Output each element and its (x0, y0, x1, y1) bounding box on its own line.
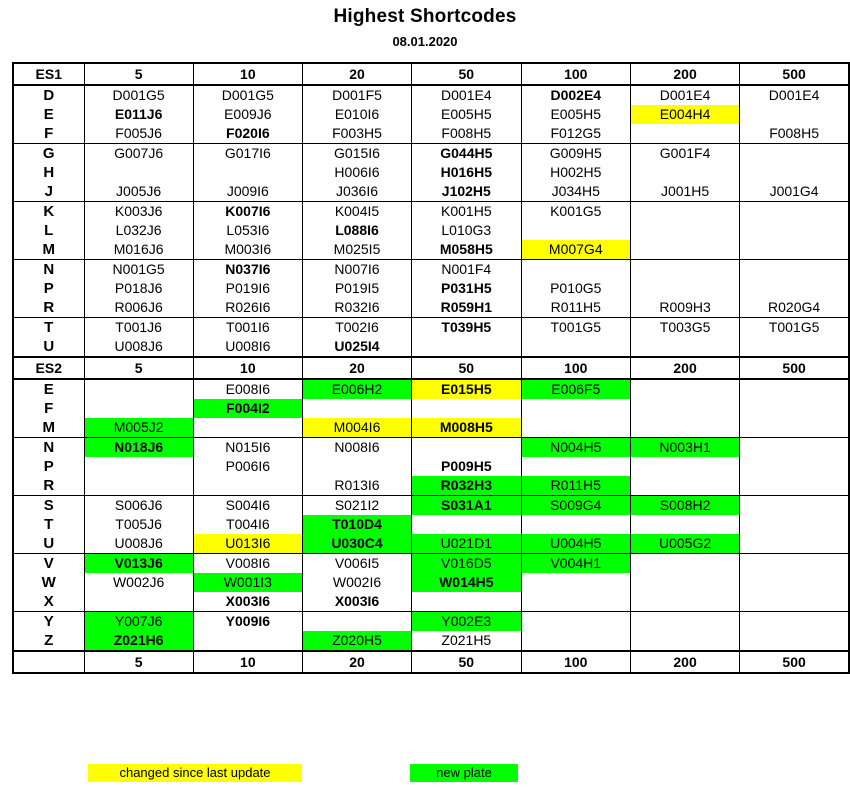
shortcode-cell: N007I6 (302, 260, 411, 280)
shortcode-cell: M007G4 (521, 240, 630, 260)
shortcode-cell: P009H5 (412, 457, 522, 476)
shortcode-cell (521, 221, 630, 240)
shortcode-cell: T001G5 (521, 318, 630, 338)
shortcode-cell (740, 496, 849, 516)
column-footer: 500 (740, 651, 849, 673)
shortcode-cell (740, 279, 849, 298)
shortcode-cell (630, 163, 739, 182)
table-row (13, 85, 849, 105)
shortcode-cell: U025I4 (302, 337, 411, 357)
shortcode-cell: L088I6 (302, 221, 411, 240)
column-header: 20 (302, 357, 411, 379)
shortcode-cell: P010G5 (521, 279, 630, 298)
shortcode-cell: Z020H5 (302, 631, 411, 651)
row-letter: F (44, 125, 54, 142)
shortcodes-table (12, 62, 850, 674)
shortcode-cell: W001I3 (193, 573, 302, 592)
shortcode-cell: U008J6 (84, 534, 193, 554)
shortcode-cell (302, 399, 411, 418)
shortcode-cell (630, 515, 739, 534)
shortcode-cell: N001F4 (412, 260, 522, 280)
section-label: ES1 (13, 63, 84, 85)
shortcode-cell: E015H5 (412, 379, 522, 399)
shortcode-cell: P031H5 (412, 279, 522, 298)
table-row (13, 318, 849, 338)
shortcode-cell (412, 515, 522, 534)
shortcode-cell (740, 399, 849, 418)
shortcode-cell: S006J6 (84, 496, 193, 516)
shortcode-cell: W002I6 (302, 573, 411, 592)
table-row (13, 144, 849, 164)
shortcodes-table-body (13, 63, 849, 673)
table-row (13, 260, 849, 280)
shortcode-cell: R011H5 (521, 476, 630, 496)
shortcode-cell (630, 631, 739, 651)
table-row (13, 298, 849, 318)
shortcode-cell: D001G5 (84, 85, 193, 105)
shortcode-cell (630, 221, 739, 240)
shortcode-cell (630, 202, 739, 222)
shortcode-cell (193, 418, 302, 438)
shortcode-cell: M004I6 (302, 418, 411, 438)
shortcode-cell: L032J6 (84, 221, 193, 240)
shortcode-cell: S008H2 (630, 496, 739, 516)
column-header: 50 (412, 63, 522, 85)
row-letter: S (13, 496, 84, 516)
row-letter: W (41, 574, 56, 591)
shortcode-cell (740, 554, 849, 574)
shortcode-cell (521, 337, 630, 357)
shortcode-cell (630, 554, 739, 574)
shortcode-cell: W002J6 (84, 573, 193, 592)
column-footer: 5 (84, 651, 193, 673)
section-label: ES2 (13, 357, 84, 379)
row-letter: L (44, 222, 54, 239)
row-letter: G (13, 144, 84, 164)
row-letter: J (44, 183, 53, 200)
column-header: 5 (84, 357, 193, 379)
shortcode-cell: E010I6 (302, 105, 411, 124)
row-letter: E (43, 106, 54, 123)
table-row (13, 124, 849, 144)
row-letter: P (43, 280, 54, 297)
shortcode-cell: K007I6 (193, 202, 302, 222)
shortcode-cell (521, 612, 630, 632)
table-row (13, 573, 849, 592)
shortcode-cell: T001J6 (84, 318, 193, 338)
shortcode-cell: L053I6 (193, 221, 302, 240)
table-row (13, 105, 849, 124)
header-row (13, 63, 849, 85)
column-footer: 100 (521, 651, 630, 673)
table-row (13, 592, 849, 612)
row-letter: N (13, 438, 84, 458)
row-letter: F (44, 400, 54, 417)
shortcode-cell (412, 592, 522, 612)
shortcode-cell: R009H3 (630, 298, 739, 318)
table-row (13, 240, 849, 260)
shortcode-cell: U008I6 (193, 337, 302, 357)
column-header: 10 (193, 357, 302, 379)
table-row (13, 418, 849, 438)
shortcode-cell (630, 612, 739, 632)
shortcode-cell: S031A1 (412, 496, 522, 516)
shortcode-cell (630, 337, 739, 357)
shortcode-cell: M016J6 (84, 240, 193, 260)
column-header: 5 (84, 63, 193, 85)
shortcode-cell: E009J6 (193, 105, 302, 124)
table-row (13, 202, 849, 222)
shortcode-cell (521, 260, 630, 280)
shortcode-cell: P019I6 (193, 279, 302, 298)
shortcode-cell (84, 592, 193, 612)
shortcode-cell (84, 457, 193, 476)
report-date: 08.01.2020 (392, 34, 458, 49)
table-row (13, 554, 849, 574)
shortcode-cell: H002H5 (521, 163, 630, 182)
shortcode-cell: X003I6 (302, 592, 411, 612)
shortcode-cell (84, 379, 193, 399)
shortcode-cell: M005J2 (84, 418, 193, 438)
shortcode-cell (521, 418, 630, 438)
shortcode-cell: F012G5 (521, 124, 630, 144)
table-row (13, 496, 849, 516)
shortcode-cell (740, 515, 849, 534)
header-row (13, 357, 849, 379)
shortcode-cell: D001E4 (412, 85, 522, 105)
shortcode-cell: E006F5 (521, 379, 630, 399)
shortcode-cell (740, 476, 849, 496)
shortcode-cell: T003G5 (630, 318, 739, 338)
shortcode-cell: J001H5 (630, 182, 739, 202)
shortcode-cell: T002I6 (302, 318, 411, 338)
shortcode-cell (521, 515, 630, 534)
row-letter: U (43, 535, 55, 552)
table-row (13, 612, 849, 632)
row-letter: K (13, 202, 84, 222)
shortcode-cell: E005H5 (412, 105, 522, 124)
table-row (13, 515, 849, 534)
legend-new-plate: new plate (410, 764, 518, 782)
shortcode-cell: H006I6 (302, 163, 411, 182)
shortcode-cell: Z021H5 (412, 631, 522, 651)
shortcode-cell: E011J6 (84, 105, 193, 124)
shortcode-cell: S021I2 (302, 496, 411, 516)
table-row (13, 476, 849, 496)
shortcode-cell: K001H5 (412, 202, 522, 222)
shortcode-cell: W014H5 (412, 573, 522, 592)
page-title: Highest Shortcodes (333, 6, 517, 27)
shortcode-cell: D001F5 (302, 85, 411, 105)
shortcode-cell: G001F4 (630, 144, 739, 164)
row-letter: T (13, 318, 84, 338)
shortcode-cell (740, 457, 849, 476)
shortcode-cell: P018J6 (84, 279, 193, 298)
column-header: 500 (740, 63, 849, 85)
shortcode-cell (740, 534, 849, 554)
row-letter: U (43, 338, 55, 355)
shortcode-cell (521, 399, 630, 418)
table-row (13, 279, 849, 298)
shortcode-cell: T001I6 (193, 318, 302, 338)
row-letter: Z (44, 632, 54, 649)
shortcode-cell: F004I2 (193, 399, 302, 418)
column-header: 20 (302, 63, 411, 85)
shortcode-cell (630, 260, 739, 280)
shortcode-cell: F020I6 (193, 124, 302, 144)
shortcode-cell: G009H5 (521, 144, 630, 164)
shortcode-cell (740, 105, 849, 124)
shortcode-cell: U021D1 (412, 534, 522, 554)
shortcode-cell: R020G4 (740, 298, 849, 318)
shortcode-cell (630, 379, 739, 399)
shortcode-cell (740, 631, 849, 651)
table-row (13, 457, 849, 476)
row-letter: P (43, 458, 54, 475)
shortcode-cell: J036I6 (302, 182, 411, 202)
shortcode-cell (521, 457, 630, 476)
table-row (13, 337, 849, 357)
shortcode-cell: N008I6 (302, 438, 411, 458)
shortcode-cell: Y007J6 (84, 612, 193, 632)
shortcode-cell (193, 476, 302, 496)
shortcode-cell: G017I6 (193, 144, 302, 164)
shortcode-cell: Y009I6 (193, 612, 302, 632)
table-row (13, 438, 849, 458)
shortcode-cell (740, 573, 849, 592)
shortcode-cell (740, 221, 849, 240)
shortcode-cell (740, 144, 849, 164)
shortcode-cell: N003H1 (630, 438, 739, 458)
shortcode-cell (521, 592, 630, 612)
row-letter: R (43, 477, 55, 494)
shortcode-cell (740, 163, 849, 182)
shortcode-cell: G015I6 (302, 144, 411, 164)
row-letter: E (43, 381, 54, 398)
shortcode-cell (521, 631, 630, 651)
shortcode-cell: U008J6 (84, 337, 193, 357)
shortcode-cell: S004I6 (193, 496, 302, 516)
row-letter: V (13, 554, 84, 574)
shortcode-cell: F008H5 (412, 124, 522, 144)
shortcode-cell: U030C4 (302, 534, 411, 554)
shortcode-cell (740, 240, 849, 260)
row-letter: N (13, 260, 84, 280)
shortcode-cell (84, 163, 193, 182)
shortcode-cell: D001E4 (630, 85, 739, 105)
shortcode-cell (302, 457, 411, 476)
table-row (13, 163, 849, 182)
column-header: 500 (740, 357, 849, 379)
shortcode-cell: M058H5 (412, 240, 522, 260)
shortcode-cell: U005G2 (630, 534, 739, 554)
shortcode-cell: R032I6 (302, 298, 411, 318)
shortcode-cell: T001G5 (740, 318, 849, 338)
column-footer: 20 (302, 651, 411, 673)
shortcode-cell (740, 592, 849, 612)
shortcode-cell: V008I6 (193, 554, 302, 574)
column-header: 200 (630, 63, 739, 85)
shortcode-cell: U013I6 (193, 534, 302, 554)
column-header: 200 (630, 357, 739, 379)
shortcode-cell: G044H5 (412, 144, 522, 164)
row-letter: M (42, 419, 55, 436)
shortcode-cell (302, 612, 411, 632)
shortcode-cell: S009G4 (521, 496, 630, 516)
column-header: 10 (193, 63, 302, 85)
shortcode-cell: J009I6 (193, 182, 302, 202)
shortcode-cell: J005J6 (84, 182, 193, 202)
shortcode-cell: T039H5 (412, 318, 522, 338)
footer-row (13, 651, 849, 673)
row-letter: Y (13, 612, 84, 632)
table-row (13, 182, 849, 202)
row-letter: X (43, 593, 54, 610)
shortcode-cell: J001G4 (740, 182, 849, 202)
shortcode-cell (740, 337, 849, 357)
shortcode-cell: V004H1 (521, 554, 630, 574)
shortcode-cell: U004H5 (521, 534, 630, 554)
shortcode-cell: R006J6 (84, 298, 193, 318)
shortcode-cell (630, 124, 739, 144)
shortcode-cell: J034H5 (521, 182, 630, 202)
table-row (13, 221, 849, 240)
shortcode-cell: R032H3 (412, 476, 522, 496)
shortcode-cell: K003J6 (84, 202, 193, 222)
shortcode-cell (412, 399, 522, 418)
shortcode-cell: X003I6 (193, 592, 302, 612)
shortcode-cell (630, 279, 739, 298)
shortcode-cell: N037I6 (193, 260, 302, 280)
shortcode-cell: N018J6 (84, 438, 193, 458)
shortcode-cell: M008H5 (412, 418, 522, 438)
shortcode-cell: G007J6 (84, 144, 193, 164)
shortcode-cell (740, 202, 849, 222)
shortcode-cell: Z021H6 (84, 631, 193, 651)
footer-label (13, 651, 84, 673)
shortcode-cell: F008H5 (740, 124, 849, 144)
column-header: 100 (521, 63, 630, 85)
shortcode-cell: H016H5 (412, 163, 522, 182)
shortcode-cell (740, 418, 849, 438)
table-row (13, 631, 849, 651)
shortcode-cell: V013J6 (84, 554, 193, 574)
shortcode-cell: E008I6 (193, 379, 302, 399)
shortcode-cell (740, 379, 849, 399)
table-row (13, 399, 849, 418)
shortcode-cell: V006I5 (302, 554, 411, 574)
shortcode-cell: M025I5 (302, 240, 411, 260)
column-footer: 10 (193, 651, 302, 673)
column-header: 50 (412, 357, 522, 379)
shortcode-cell: M003I6 (193, 240, 302, 260)
shortcode-cell: N004H5 (521, 438, 630, 458)
row-letter: D (43, 87, 55, 104)
shortcode-cell (193, 163, 302, 182)
shortcode-cell (630, 592, 739, 612)
shortcode-cell: R026I6 (193, 298, 302, 318)
shortcode-cell: E006H2 (302, 379, 411, 399)
shortcode-cell: E004H4 (630, 105, 739, 124)
shortcode-cell: R059H1 (412, 298, 522, 318)
shortcode-cell: D002E4 (521, 85, 630, 105)
column-footer: 50 (412, 651, 522, 673)
shortcode-cell (521, 573, 630, 592)
shortcode-cell: R013I6 (302, 476, 411, 496)
shortcode-cell: T010D4 (302, 515, 411, 534)
shortcode-cell: V016D5 (412, 554, 522, 574)
shortcode-cell: E005H5 (521, 105, 630, 124)
shortcode-cell (630, 399, 739, 418)
shortcode-cell (630, 418, 739, 438)
shortcode-cell (412, 438, 522, 458)
shortcode-cell (740, 438, 849, 458)
shortcode-cell (84, 399, 193, 418)
shortcode-cell (630, 240, 739, 260)
shortcode-cell: Y002E3 (412, 612, 522, 632)
legend-changed: changed since last update (88, 764, 302, 782)
row-letter: T (44, 516, 54, 533)
shortcode-cell (630, 476, 739, 496)
table-row (13, 534, 849, 554)
shortcode-cell (412, 337, 522, 357)
column-header: 100 (521, 357, 630, 379)
shortcode-cell: N015I6 (193, 438, 302, 458)
shortcode-cell: P019I5 (302, 279, 411, 298)
shortcode-cell: K001G5 (521, 202, 630, 222)
column-footer: 200 (630, 651, 739, 673)
shortcode-cell: D001E4 (740, 85, 849, 105)
shortcode-cell: R011H5 (521, 298, 630, 318)
shortcode-cell: F003H5 (302, 124, 411, 144)
shortcode-cell: L010G3 (412, 221, 522, 240)
row-letter: M (42, 241, 55, 258)
shortcode-cell (630, 573, 739, 592)
shortcode-cell: F005J6 (84, 124, 193, 144)
shortcode-cell: K004I5 (302, 202, 411, 222)
shortcode-cell: T004I6 (193, 515, 302, 534)
row-letter: H (43, 164, 55, 181)
shortcode-cell (630, 457, 739, 476)
shortcode-cell: J102H5 (412, 182, 522, 202)
shortcode-cell (193, 631, 302, 651)
shortcode-cell: P006I6 (193, 457, 302, 476)
row-letter: R (43, 299, 55, 316)
shortcode-cell: T005J6 (84, 515, 193, 534)
shortcode-cell (740, 612, 849, 632)
table-row (13, 379, 849, 399)
shortcode-cell (84, 476, 193, 496)
shortcode-cell: D001G5 (193, 85, 302, 105)
shortcode-cell (740, 260, 849, 280)
shortcode-cell: N001G5 (84, 260, 193, 280)
